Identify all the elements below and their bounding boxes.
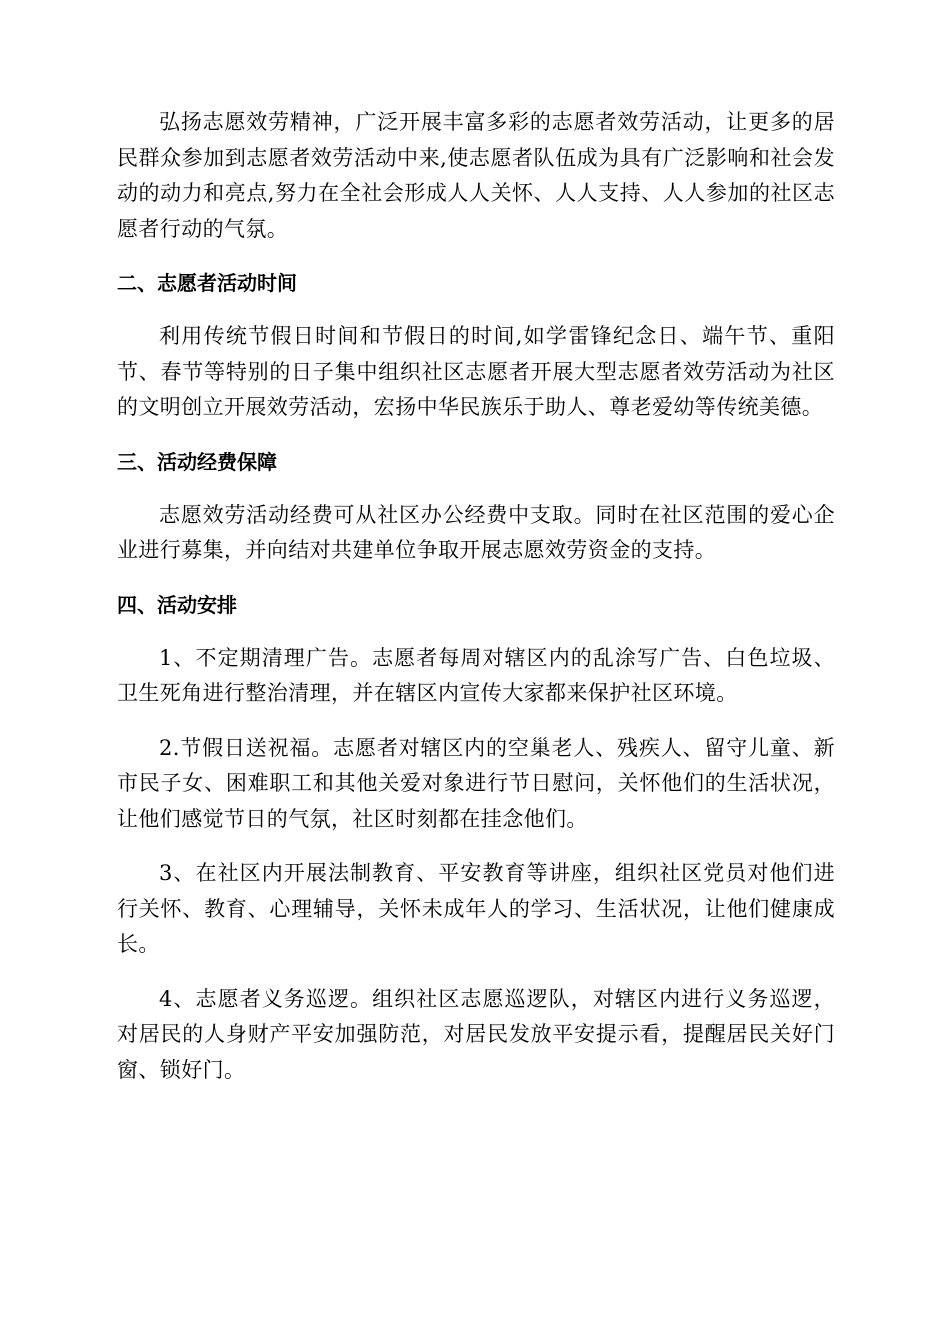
section-heading-funding: 三、活动经费保障 <box>117 449 277 474</box>
arrangement-item-3: 3、在社区内开展法制教育、平安教育等讲座，组织社区党员对他们进行关怀、教育、心理辅导，关怀未成年人的学习、生活状况，让他们健康成长。 <box>117 861 835 956</box>
activity-time-paragraph: 利用传统节假日时间和节假日的时间,如学雷锋纪念日、端午节、重阳节、春节等特别的日子集中组织社区志愿者开展大型志愿者效劳活动为社区的文明创立开展效劳活动，宏扬中华民族乐于助人、尊老爱幼等传统美德。 <box>117 324 835 419</box>
arrangement-item-2: 2.节假日送祝福。志愿者对辖区内的空巢老人、残疾人、留守儿童、新市民子女、困难职工和其他关爱对象进行节日慰问，关怀他们的生活状况，让他们感觉节日的气氛，社区时刻都在挂念他们。 <box>117 735 835 831</box>
section-heading-activity-time: 二、志愿者活动时间 <box>117 271 297 295</box>
arrangement-item-4: 4、志愿者义务巡逻。组织社区志愿巡逻队，对辖区内进行义务巡逻，对居民的人身财产平安加强防范，对居民发放平安提示看，提醒居民关好门窗、锁好门。 <box>117 986 835 1082</box>
document-page <box>117 105 835 1107</box>
section-heading-arrangements: 四、活动安排 <box>117 592 237 617</box>
intro-paragraph: 弘扬志愿效劳精神，广泛开展丰富多彩的志愿者效劳活动，让更多的居民群众参加到志愿者效劳活动中来,使志愿者队伍成为具有广泛影响和社会发动的动力和亮点,努力在全社会形成人人关怀、人人支持、人人参加的社区志愿者行动的气氛。 <box>117 110 835 241</box>
arrangement-item-1: 1、不定期清理广告。志愿者每周对辖区内的乱涂写广告、白色垃圾、卫生死角进行整治清理，并在辖区内宣传大家都来保护社区环境。 <box>117 645 835 705</box>
funding-paragraph: 志愿效劳活动经费可从社区办公经费中支取。同时在社区范围的爱心企业进行募集，并向结对共建单位争取开展志愿效劳资金的支持。 <box>117 502 835 562</box>
